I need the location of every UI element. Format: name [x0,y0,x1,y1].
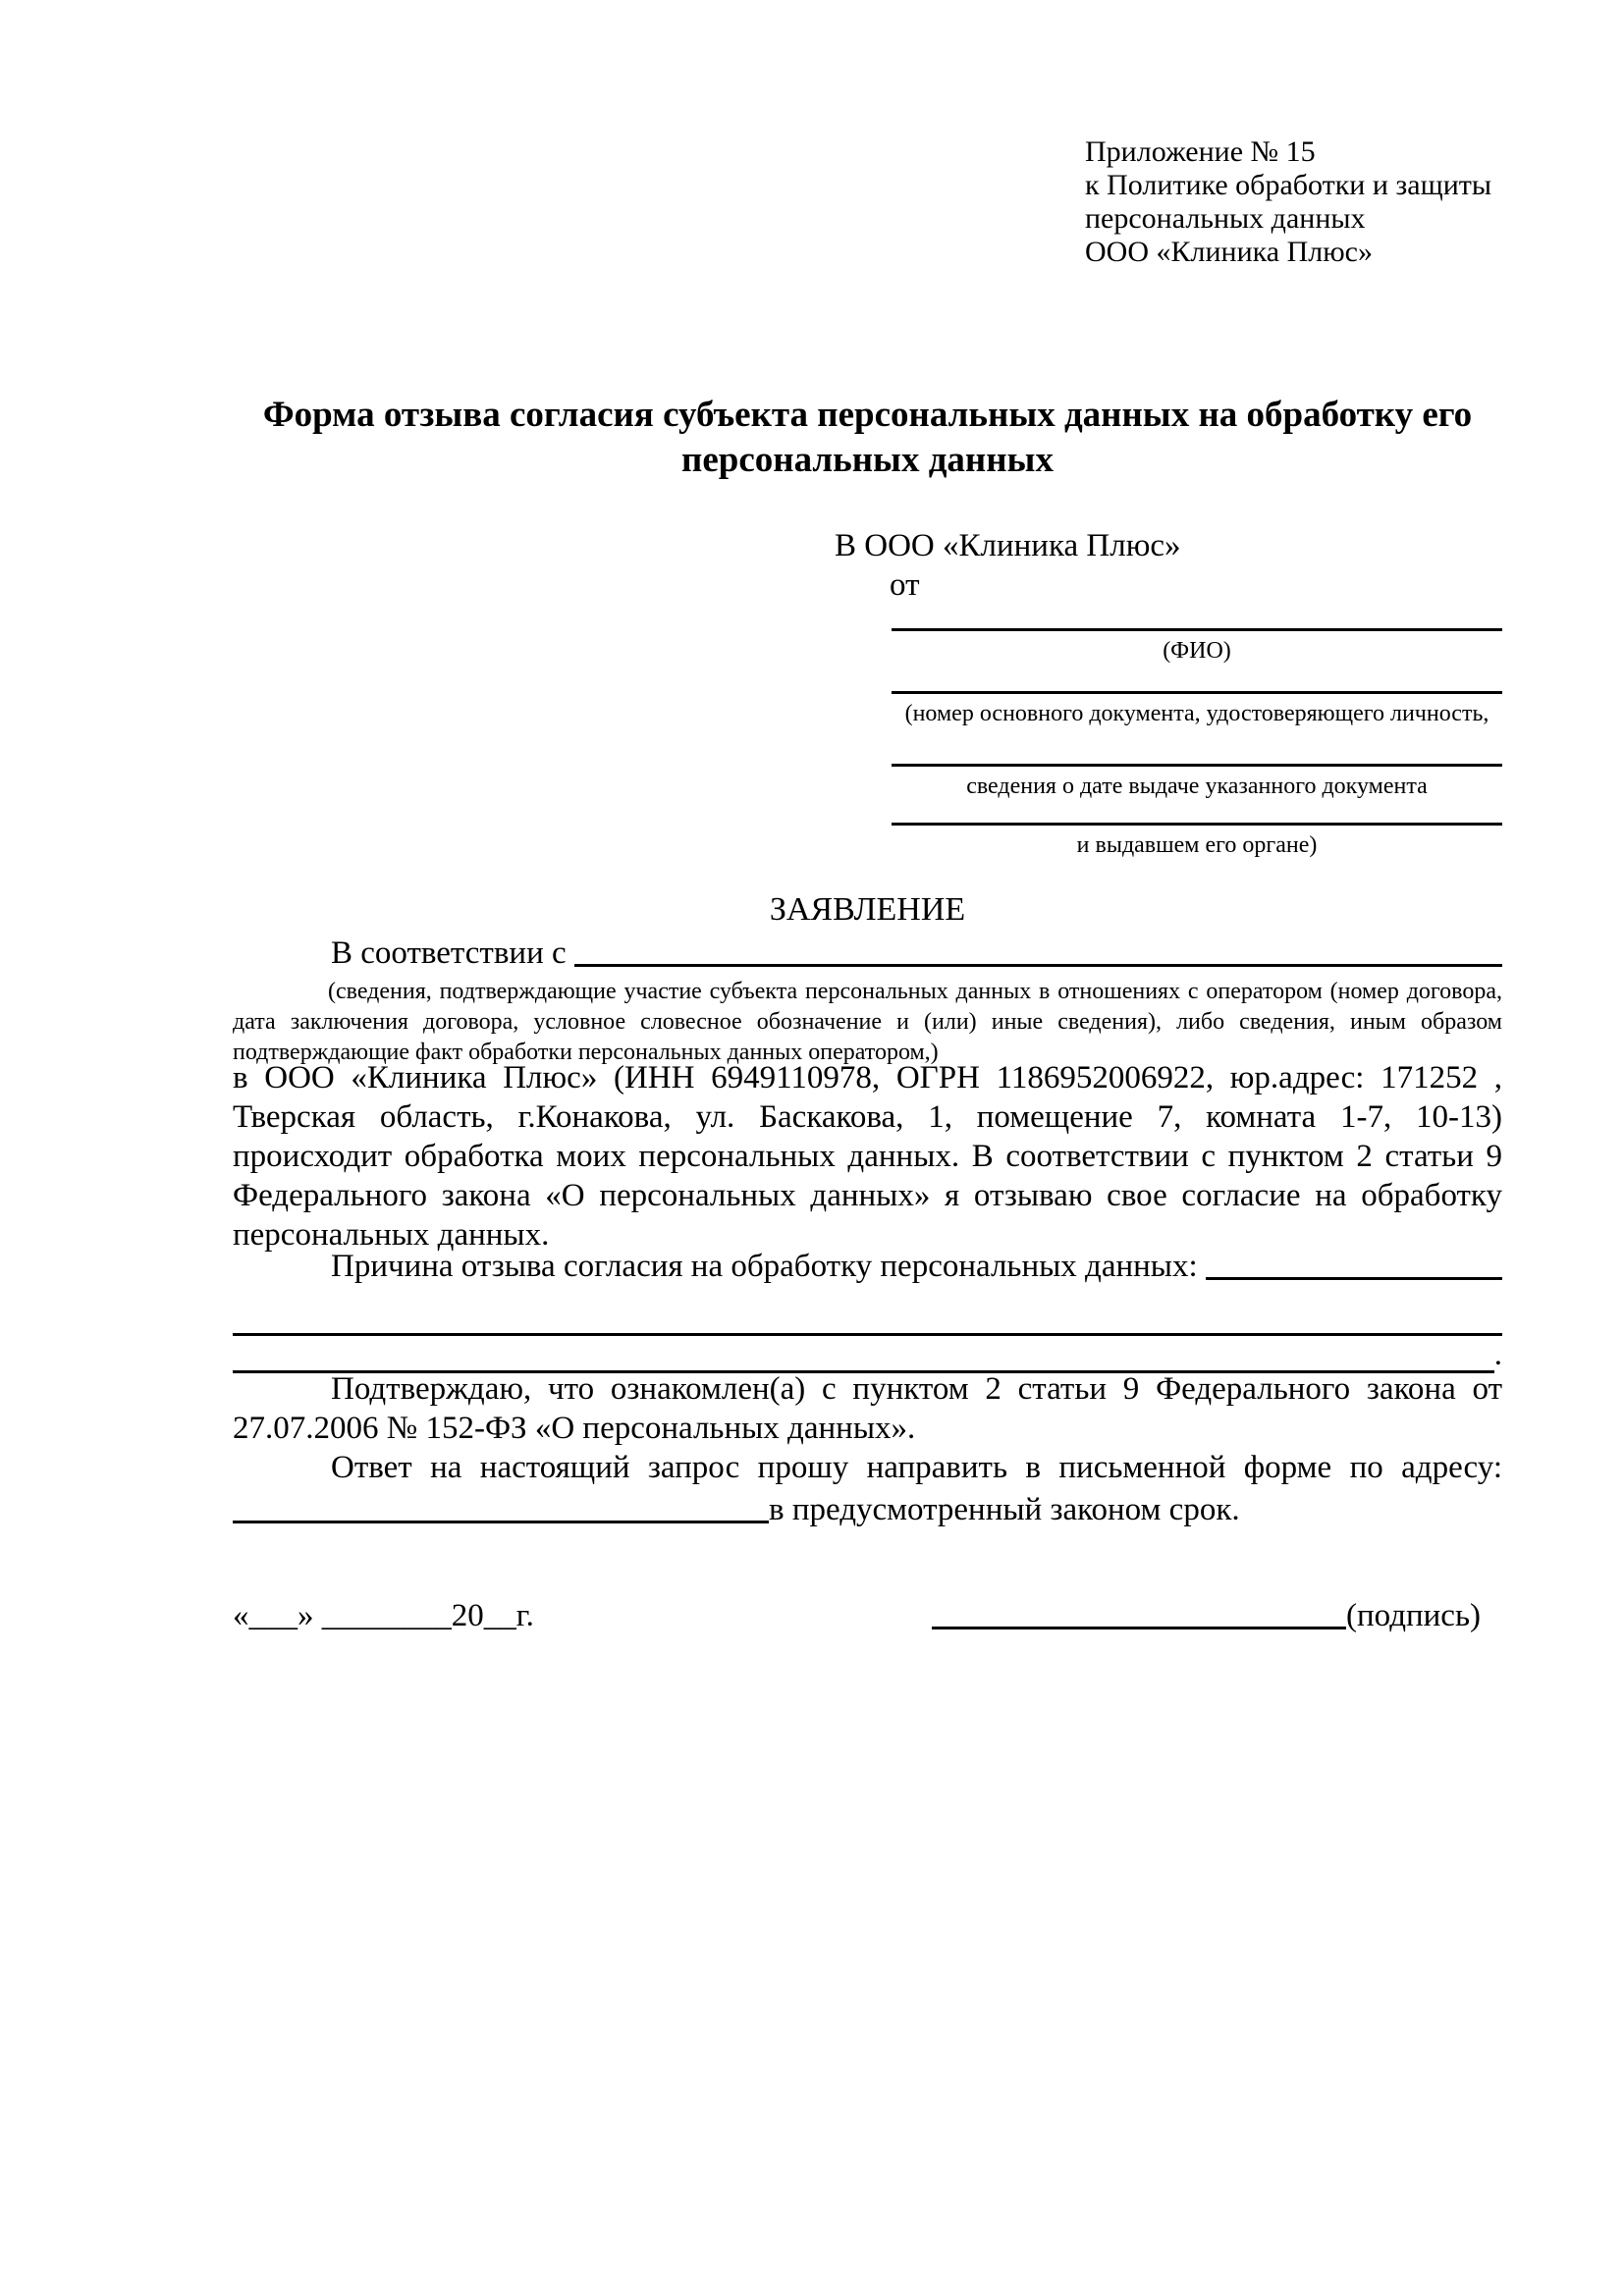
signature-group [932,1598,1481,1634]
accordance-prefix: В соответствии с [331,935,567,971]
reason-row [233,1249,1502,1285]
appendix-header-line: персональных данных [1085,202,1366,235]
appendix-header-line: ООО «Клиника Плюс» [1085,236,1373,268]
paragraph-indent [233,1249,331,1285]
reason-blank-line-end [233,1337,1494,1373]
signature-caption: (подпись) [1346,1598,1481,1633]
accordance-blank-line [574,935,1502,967]
appendix-header [1085,135,1491,269]
fio-caption: (ФИО) [1163,638,1231,664]
reason-line-terminator: . [1493,1337,1502,1372]
issue-date-caption: сведения о дате выдаче указанного документа [966,774,1428,799]
date-blank: «___» ________20__г. [233,1598,534,1633]
reason-blank-line-start [1206,1249,1502,1280]
document-title: Форма отзыва согласия субъекта персональных данных на обработку его персональных данных [262,395,1473,480]
reply-address-row [233,1492,1502,1528]
addressee-organization: В ООО «Клиника Плюс» [835,528,1181,563]
issuing-authority-caption: и выдавшем его органе) [1076,832,1318,858]
signature-blank-line [932,1598,1346,1629]
paragraph-indent [233,935,331,972]
issue-date-blank-line [892,764,1502,767]
reply-address-blank-line [233,1492,769,1523]
reply-request-line: Ответ на настоящий запрос прошу направить в письменной форме по адресу: [331,1450,1502,1485]
reason-prefix: Причина отзыва согласия на обработку персональных данных: [331,1249,1198,1284]
issuing-authority-blank-line [892,823,1502,826]
reason-blank-line-full [233,1333,1502,1336]
appendix-header-line: к Политике обработки и защиты [1085,169,1492,201]
accordance-row [233,935,1502,972]
appendix-header-line: Приложение № 15 [1085,135,1316,168]
main-paragraph: в ООО «Клиника Плюс» (ИНН 6949110978, ОГРН 1186952006922, юр.адрес: 171252 , Тверская область, г.Конакова, ул. Баскакова, 1, помещение 7, комната 1-7, 10-13) происходит обработка моих персональных данных. В соответствии с пунктом 2 статьи 9 Федерального закона «О персональных данных» я отзываю свое согласие на обработку персональных данных. [233,1060,1502,1253]
reply-suffix: в предусмотренный законом срок. [769,1492,1240,1527]
fio-blank-line [892,628,1502,631]
confirmation-paragraph: Подтверждаю, что ознакомлен(а) с пунктом 2 статьи 9 Федерального закона от 27.07.2006 № 152-ФЗ «О персональных данных». [233,1371,1502,1446]
addressee-from-label: от [890,567,920,603]
statement-heading: ЗАЯВЛЕНИЕ [769,891,966,928]
signature-row [233,1598,1502,1634]
document-number-caption: (номер основного документа, удостоверяющего личность, [904,701,1489,726]
document-number-blank-line [892,691,1502,694]
accordance-footnote: (сведения, подтверждающие участие субъекта персональных данных в отношениях с оператором (номер договора, дата заключения договора, условное словесное обозначение и (или) иные сведения), либо сведения, иным образом подтверждающие факт обработки персональных данных оператором,) [233,979,1502,1065]
